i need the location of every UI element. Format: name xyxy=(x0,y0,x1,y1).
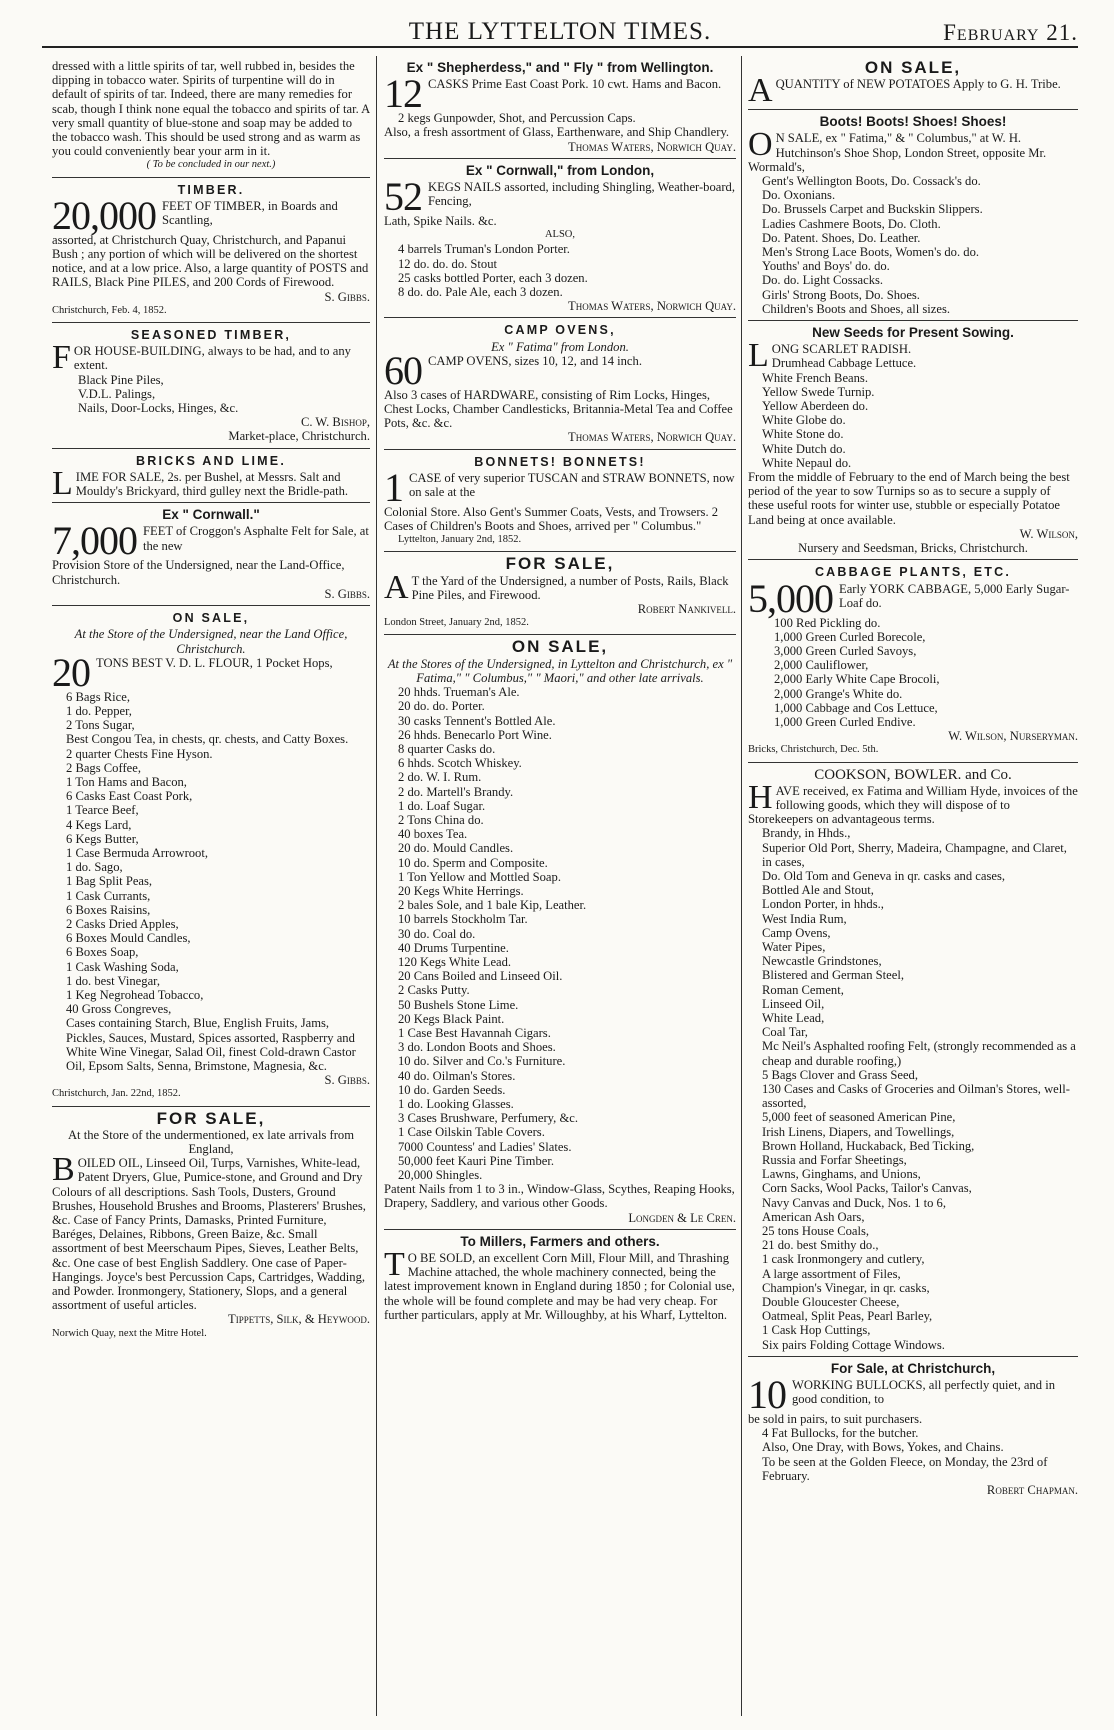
column-3 xyxy=(748,56,1078,1716)
ad-heading: Ex " Shepherdess," and " Fly " from Wellington. xyxy=(406,60,714,75)
list-item: 40 Gross Congreves, xyxy=(66,1002,172,1017)
list-item: London Porter, in hhds., xyxy=(762,897,884,912)
ad-heading: Ex " Cornwall." xyxy=(162,507,260,523)
list-item: 1 Keg Negrohead Tobacco, xyxy=(66,987,204,1002)
ad-lead: TONS BEST V. D. L. FLOUR, 1 Pocket Hops, xyxy=(96,655,333,670)
list-item: 20 Kegs White Herrings. xyxy=(398,883,524,898)
list-item: 20 Cans Boiled and Linseed Oil. xyxy=(398,969,563,984)
item-list xyxy=(748,616,1078,730)
list-item: 1 Case Best Havannah Cigars. xyxy=(398,1025,551,1040)
ad-line: Nails, Door-Locks, Hinges, &c. xyxy=(78,401,239,416)
list-item: 20 do. Mould Candles. xyxy=(398,841,514,856)
list-item: 1,000 Cabbage and Cos Lettuce, xyxy=(774,700,938,715)
ad-heading: ON SALE, xyxy=(172,611,250,626)
ad-line: 8 do. do. Pale Ale, each 3 dozen. xyxy=(398,285,563,300)
item-list xyxy=(748,826,1078,1352)
list-item: 30 casks Tennent's Bottled Ale. xyxy=(398,713,556,728)
list-item: 1 Cask Currants, xyxy=(66,888,151,903)
list-item: 1 do. Looking Glasses. xyxy=(398,1096,514,1111)
article-text: dressed with a little spirits of tar, well rubbed in, besides the dipping in tobacco water. Spirits of turpentine will do in default of spirits of tar. Indeed, there are many remedies for scab, though I think none equal the tobacco and spirits of tar. A very small quantity of blue-stone and soap may be added to the tobacco wash. This should be used strong and as warm as you could conveniently bear your arm in it. xyxy=(52,59,370,159)
list-item: 7000 Countess' and Ladies' Slates. xyxy=(398,1139,572,1154)
ad-heading: To Millers, Farmers and others. xyxy=(460,1233,660,1249)
list-item: 1 Bag Split Peas, xyxy=(66,874,153,889)
list-item: White Lead, xyxy=(762,1010,825,1025)
ad-heading: BONNETS! BONNETS! xyxy=(474,454,646,469)
ad-body: AVE received, ex Fatima and William Hyde, invoices of the following goods, which they will dispose of to Storekeepers on advantageous terms. xyxy=(748,783,1078,827)
list-item: 50 Bushels Stone Lime. xyxy=(398,997,519,1012)
ad-on-sale-stores xyxy=(384,635,736,1229)
ad-number: 10 xyxy=(748,1372,786,1418)
list-item: 25 tons House Coals, xyxy=(762,1224,870,1239)
ad-also: ALSO, xyxy=(544,229,576,241)
list-item: Irish Linens, Diapers, and Towellings, xyxy=(762,1124,955,1139)
list-item: Children's Boots and Shoes, all sizes. xyxy=(762,301,951,316)
list-item: 1 Case Oilskin Table Covers. xyxy=(398,1125,545,1140)
list-item: Do. Old Tom and Geneva in qr. casks and cases, xyxy=(762,868,1006,883)
ad-body: From the middle of February to the end of March being the best period of the year to sow Turnips so as to secure a supply of these useful roots for winter use, stubble or especially Potatoe Land being at once available. xyxy=(748,470,1070,527)
item-list xyxy=(748,174,1078,316)
list-item: Navy Canvas and Duck, Nos. 1 to 6, xyxy=(762,1195,946,1210)
list-item: 1 do. Pepper, xyxy=(66,703,132,718)
list-item: 6 Boxes Soap, xyxy=(66,945,139,960)
ad-number: 52 xyxy=(384,174,422,220)
list-item: Corn Sacks, Wool Packs, Tailor's Canvas, xyxy=(762,1181,972,1196)
list-item: 1 cask Ironmongery and cutlery, xyxy=(762,1252,925,1267)
ad-bonnets xyxy=(384,450,736,553)
ad-cornwall-nails xyxy=(384,159,736,319)
ad-heading: SEASONED TIMBER, xyxy=(130,328,292,343)
list-item: Do. Oxonians. xyxy=(762,188,836,203)
ad-millers xyxy=(384,1230,736,1326)
list-item: 21 do. best Smithy do., xyxy=(762,1238,879,1253)
list-item: Water Pipes, xyxy=(762,939,826,954)
ad-timber xyxy=(52,178,370,323)
list-item: Bottled Ale and Stout, xyxy=(762,883,874,898)
list-item: 1 Cask Hop Cuttings, xyxy=(762,1323,871,1338)
item-list xyxy=(384,685,736,1182)
list-item: 5,000 feet of seasoned American Pine, xyxy=(762,1110,956,1125)
list-item: 50,000 feet Kauri Pine Timber. xyxy=(398,1153,555,1168)
ad-heading: TIMBER. xyxy=(177,182,245,197)
ad-lead: CASKS Prime East Coast Pork. 10 cwt. Hams and Bacon. xyxy=(428,77,722,92)
list-item: 2 do. W. I. Rum. xyxy=(398,770,482,785)
list-item: Russia and Forfar Sheetings, xyxy=(762,1153,907,1168)
list-item: 1 Ton Hams and Bacon, xyxy=(66,774,187,789)
list-item: 1,000 Green Curled Borecole, xyxy=(774,629,926,644)
ad-heading: Ex " Cornwall," from London, xyxy=(465,162,655,178)
ad-number: 20,000 xyxy=(52,192,156,238)
ad-cabbage xyxy=(748,560,1078,762)
list-item: 6 Casks East Coast Pork, xyxy=(66,789,193,804)
article-note: ( To be concluded in our next.) xyxy=(146,159,276,171)
ad-camp-ovens xyxy=(384,318,736,449)
ad-address: Market-place, Christchurch. xyxy=(228,429,370,444)
list-item: Roman Cement, xyxy=(762,982,844,997)
ad-signature: Robert Chapman. xyxy=(986,1483,1078,1498)
list-item: White Nepaul do. xyxy=(762,455,852,470)
drop-cap: F xyxy=(52,339,71,377)
list-item: 2 do. Martell's Brandy. xyxy=(398,784,514,799)
ad-date: London Street, January 2nd, 1852. xyxy=(384,617,529,629)
masthead xyxy=(42,18,1078,48)
list-item: 1,000 Green Curled Endive. xyxy=(774,714,916,729)
list-item: Brown Holland, Huckaback, Bed Ticking, xyxy=(762,1138,975,1153)
list-item: 10 do. Garden Seeds. xyxy=(398,1082,506,1097)
list-item: 2 Bags Coffee, xyxy=(66,760,141,775)
ad-address: Norwich Quay, next the Mitre Hotel. xyxy=(52,1327,207,1339)
ad-heading: For Sale, at Christchurch, xyxy=(830,1360,996,1376)
ad-body: Colonial Store. Also Gent's Summer Coats, Vests, and Trowsers. 2 Cases of Children's Boots and Shoes, arrived per " Columbus." xyxy=(384,504,719,534)
item-list xyxy=(748,356,1078,470)
list-item: Brandy, in Hhds., xyxy=(762,826,851,841)
ad-address: Nursery and Seedsman, Bricks, Christchurch. xyxy=(798,541,1028,556)
drop-cap: H xyxy=(748,778,773,816)
list-item: Double Gloucester Cheese, xyxy=(762,1295,900,1310)
ad-date: Lyttelton, January 2nd, 1852. xyxy=(398,534,522,546)
list-item: West India Rum, xyxy=(762,911,847,926)
drop-cap: A xyxy=(748,72,773,110)
ad-seasoned-timber xyxy=(52,323,370,449)
ad-cookson xyxy=(748,763,1078,1357)
ad-number: 12 xyxy=(384,71,422,117)
ad-lead: KEGS NAILS assorted, including Shingling, Weather-board, Fencing, xyxy=(428,180,736,209)
ad-body: 2 kegs Gunpowder, Shot, and Percussion Caps. xyxy=(398,111,636,126)
ad-body: To be seen at the Golden Fleece, on Monday, the 23rd of February. xyxy=(762,1454,1048,1483)
list-item: Men's Strong Lace Boots, Women's do. do. xyxy=(762,245,980,260)
list-item: 40 boxes Tea. xyxy=(398,827,468,842)
ad-line: 12 do. do. do. Stout xyxy=(398,256,498,271)
column-2 xyxy=(384,56,736,1716)
list-item: Yellow Swede Turnip. xyxy=(762,384,875,399)
ad-subheading: At the Store of the Undersigned, near the Land Office, Christchurch. xyxy=(74,627,348,656)
list-item: 30 do. Coal do. xyxy=(398,926,476,941)
list-item: 2 Tons China do. xyxy=(398,812,484,827)
ad-body: Also, One Dray, with Bows, Yokes, and Chains. xyxy=(762,1440,1004,1455)
list-item: 1 Cask Washing Soda, xyxy=(66,959,179,974)
ad-signature: C. W. Bishop, xyxy=(300,415,370,430)
list-item: Best Congou Tea, in chests, qr. chests, and Catty Boxes. xyxy=(66,732,349,747)
list-item: White Stone do. xyxy=(762,427,844,442)
list-item: 8 quarter Casks do. xyxy=(398,741,496,756)
list-item: Yellow Aberdeen do. xyxy=(762,399,869,414)
ad-heading: ON SALE, xyxy=(511,637,609,657)
list-item: 40 do. Oilman's Stores. xyxy=(398,1068,516,1083)
ad-potatoes xyxy=(748,56,1078,110)
list-item: Gent's Wellington Boots, Do. Cossack's do. xyxy=(762,174,981,189)
list-item: Linseed Oil, xyxy=(762,996,825,1011)
ad-signature: Tippetts, Silk, & Heywood. xyxy=(228,1312,370,1327)
sheep-scab-article xyxy=(52,56,370,178)
ad-line: V.D.L. Palings, xyxy=(78,386,156,401)
ad-signature: W. Wilson, xyxy=(1019,526,1078,541)
list-item: Ladies Cashmere Boots, Do. Cloth. xyxy=(762,216,941,231)
drop-cap: L xyxy=(748,337,769,375)
list-item: Do. Patent. Shoes, Do. Leather. xyxy=(762,230,921,245)
list-item: 3,000 Green Curled Savoys, xyxy=(774,643,917,658)
list-item: 6 Kegs Butter, xyxy=(66,831,139,846)
list-item: 1 do. best Vinegar, xyxy=(66,973,160,988)
list-item: 6 Boxes Mould Candles, xyxy=(66,931,191,946)
list-item: 2 bales Sole, and 1 bale Kip, Leather. xyxy=(398,898,587,913)
ad-body: Cases containing Starch, Blue, English Fruits, Jams, Pickles, Sauces, Mustard, Spices assorted, Raspberry and White Wine Vinegar, Salad Oil, finest Cold-drawn Castor Oil, Epsom Salts, Senna, Brimstone, Magnesia, &c. xyxy=(66,1016,356,1073)
list-item: 6 Boxes Raisins, xyxy=(66,902,151,917)
list-item: White Globe do. xyxy=(762,413,846,428)
list-item: 20 Kegs Black Paint. xyxy=(398,1011,505,1026)
ad-on-sale-flour xyxy=(52,606,370,1107)
ad-for-sale-posts xyxy=(384,552,736,635)
list-item: Girls' Strong Boots, Do. Shoes. xyxy=(762,287,920,302)
ad-signature: Robert Nankivell. xyxy=(637,602,736,617)
list-item: 20 do. do. Porter. xyxy=(398,699,485,714)
list-item: 20 hhds. Trueman's Ale. xyxy=(398,685,520,700)
ad-lead: CAMP OVENS, sizes 10, 12, and 14 inch. xyxy=(428,353,642,368)
list-item: Six pairs Folding Cottage Windows. xyxy=(762,1337,945,1352)
ad-shepherdess xyxy=(384,56,736,159)
list-item: 26 hhds. Benecarlo Port Wine. xyxy=(398,727,552,742)
list-item: 3 Cases Brushware, Perfumery, &c. xyxy=(398,1111,578,1126)
list-item: 2,000 Grange's White do. xyxy=(774,686,903,701)
drop-cap: T xyxy=(384,1246,405,1284)
ad-body: be sold in pairs, to suit purchasers. xyxy=(748,1412,923,1427)
list-item: Coal Tar, xyxy=(762,1025,808,1040)
ad-signature: Thomas Waters, Norwich Quay. xyxy=(568,430,736,445)
list-item: Mc Neil's Asphalted roofing Felt, (strongly recommended as a cheap and durable roofing,) xyxy=(762,1039,1076,1068)
list-item: Oatmeal, Split Peas, Pearl Barley, xyxy=(762,1309,933,1324)
list-item: 10 barrels Stockholm Tar. xyxy=(398,912,528,927)
ad-lead: CASE of very superior TUSCAN and STRAW BONNETS, now on sale at the xyxy=(409,470,735,500)
ad-body: Lath, Spike Nails. &c. xyxy=(384,214,497,229)
ad-lead: FEET of Croggon's Asphalte Felt for Sale, at the new xyxy=(143,524,369,553)
ad-signature: S. Gibbs. xyxy=(324,1073,370,1088)
ad-body: 4 Fat Bullocks, for the butcher. xyxy=(762,1426,919,1441)
ad-heading: FOR SALE, xyxy=(156,1108,266,1128)
ad-number: 7,000 xyxy=(52,518,137,564)
ad-heading: BRICKS AND LIME. xyxy=(135,453,286,468)
ad-body: OILED OIL, Linseed Oil, Turps, Varnishes, White-lead, Patent Dryers, Glue, Pumice-stone, and Ground and Dry Colours of all descriptions. Sash Tools, Dusters, Ground Brushes, Household Brushes and Brooms, Plasterers' Brushes, &c. Case of Fancy Prints, Damasks, Printed Furniture, Baréges, Delaines, Ribbons, Green Baize, &c. Small assortment of best Meerschaum Pipes, Sieves, Leather Belts, &c. One case of best English Saddlery. One case of Paper-Hangings. Joyce's best Percussion Caps, Cartridges, Wadding, and Powder. Ironmongery, Stationery, Slops, and a general assortment of useful articles. xyxy=(52,1156,366,1313)
list-item: 2 Casks Dried Apples, xyxy=(66,916,179,931)
ad-number: 20 xyxy=(52,649,90,695)
list-item: 5 Bags Clover and Grass Seed, xyxy=(762,1067,918,1082)
list-item: 1 Tearce Beef, xyxy=(66,803,139,818)
list-item: 6 Bags Rice, xyxy=(66,689,131,704)
list-item: 130 Cases and Casks of Groceries and Oilman's Stores, well-assorted, xyxy=(762,1082,1070,1111)
drop-cap: O xyxy=(748,126,773,164)
ad-cornwall-felt xyxy=(52,503,370,606)
list-item: White French Beans. xyxy=(762,370,868,385)
list-item: 6 hhds. Scotch Whiskey. xyxy=(398,756,522,771)
list-item: 1 Ton Yellow and Mottled Soap. xyxy=(398,869,561,884)
ad-number: 5,000 xyxy=(748,575,833,621)
list-item: Blistered and German Steel, xyxy=(762,968,904,983)
ad-date: Christchurch, Feb. 4, 1852. xyxy=(52,304,167,316)
ad-date: Christchurch, Jan. 22nd, 1852. xyxy=(52,1088,181,1100)
ad-subheading: At the Stores of the Undersigned, in Lyttelton and Christchurch, ex " Fatima," " Columbus," " Maori," and other late arrivals. xyxy=(387,656,733,685)
list-item: Newcastle Grindstones, xyxy=(762,954,882,969)
ad-lead: Early YORK CABBAGE, 5,000 Early Sugar-Loaf do. xyxy=(839,581,1070,610)
ad-heading: ON SALE, xyxy=(864,58,962,77)
ad-heading: CAMP OVENS, xyxy=(504,323,616,338)
ad-boots xyxy=(748,110,1078,321)
list-item: Champion's Vinegar, in qr. casks, xyxy=(762,1280,930,1295)
ad-heading: New Seeds for Present Sowing. xyxy=(812,325,1014,341)
list-item: 20,000 Shingles. xyxy=(398,1168,483,1182)
item-list xyxy=(52,690,370,1017)
list-item: A large assortment of Files, xyxy=(762,1266,901,1281)
ad-body: assorted, at Christchurch Quay, Christchurch, and Papanui Bush ; any portion of which will be delivered on the shortest notice, and at a low price. Also, a large quantity of POSTS and RAILS, Black Pine PILES, and 200 Cords of Firewood. xyxy=(52,232,369,290)
list-item: 2 Casks Putty. xyxy=(398,983,470,998)
list-item: 10 do. Sperm and Composite. xyxy=(398,855,548,870)
ad-body: QUANTITY of NEW POTATOES Apply to G. H. Tribe. xyxy=(775,77,1061,92)
ad-body: Patent Nails from 1 to 3 in., Window-Glass, Scythes, Reaping Hooks, Drapery, Saddlery, and various other Goods. xyxy=(384,1182,735,1211)
ad-subheading: Ex " Fatima" from London. xyxy=(491,339,629,354)
ad-bricks-lime xyxy=(52,449,370,504)
ad-number: 1 xyxy=(384,464,403,510)
list-item: American Ash Oars, xyxy=(762,1209,865,1224)
ad-date: Bricks, Christchurch, Dec. 5th. xyxy=(748,744,879,756)
ad-body: O BE SOLD, an excellent Corn Mill, Flour Mill, and Thrashing Machine attached, the whole machinery connected, being the latest improvement known in England during 1850 ; for Colonial use, the whole will be found complete and may be had very cheap. For further particulars, apply at Mr. Willoughby, at his Wharf, Lyttelton. xyxy=(384,1251,735,1322)
ad-lead: WORKING BULLOCKS, all perfectly quiet, and in good condition, to xyxy=(792,1378,1056,1407)
ad-heading: FOR SALE, xyxy=(505,554,615,574)
ad-body: IME FOR SALE, 2s. per Bushel, at Messrs. Salt and Mouldy's Brickyard, third gulley next the Bridle-path. xyxy=(75,469,349,499)
list-item: Superior Old Port, Sherry, Madeira, Champagne, and Claret, in cases, xyxy=(762,840,1067,869)
list-item: 2,000 Early White Cape Brocoli, xyxy=(774,672,940,687)
ad-for-sale-oils xyxy=(52,1107,370,1345)
list-item: 2 Tons Sugar, xyxy=(66,718,135,733)
ad-lead: OR HOUSE-BUILDING, always to be had, and to any extent. xyxy=(73,344,351,373)
ad-heading: CABBAGE PLANTS, ETC. xyxy=(814,565,1012,580)
list-item: 1 do. Loaf Sugar. xyxy=(398,798,486,813)
list-item: 2 quarter Chests Fine Hyson. xyxy=(66,746,213,761)
ad-signature: W. Wilson, Nurseryman. xyxy=(948,729,1078,744)
ad-heading: COOKSON, BOWLER. and Co. xyxy=(814,766,1012,783)
list-item: 10 do. Silver and Co.'s Furniture. xyxy=(398,1054,566,1069)
ad-line: 4 barrels Truman's London Porter. xyxy=(398,242,570,257)
columns xyxy=(52,56,1078,1716)
list-item: Youths' and Boys' do. do. xyxy=(762,259,890,274)
list-item: Camp Ovens, xyxy=(762,925,831,940)
ad-signature: Thomas Waters, Norwich Quay. xyxy=(568,139,736,154)
ad-signature: S. Gibbs. xyxy=(324,289,370,304)
ad-subheading: At the Store of the undermentioned, ex late arrivals from England, xyxy=(67,1127,355,1156)
list-item: 100 Red Pickling do. xyxy=(774,615,881,630)
list-item: 4 Kegs Lard, xyxy=(66,817,132,832)
ad-body: Provision Store of the Undersigned, near the Land-Office, Christchurch. xyxy=(52,558,345,587)
list-item: 1 do. Sago, xyxy=(66,860,123,875)
ad-lead: FEET OF TIMBER, in Boards and Scantling, xyxy=(162,198,338,228)
ad-body: Also 3 cases of HARDWARE, consisting of Rim Locks, Hinges, Chest Locks, Chamber Candlesticks, Britannia-Metal Tea and Coffee Pots, &c. &c. xyxy=(384,387,733,431)
ad-body: Also, a fresh assortment of Glass, Earthenware, and Ship Chandlery. xyxy=(384,125,730,140)
newspaper-title: THE LYTTELTON TIMES. xyxy=(408,18,712,45)
list-item: 1 Case Bermuda Arrowroot, xyxy=(66,845,208,860)
ad-bullocks xyxy=(748,1357,1078,1501)
ad-seeds xyxy=(748,321,1078,560)
list-item: White Dutch do. xyxy=(762,441,846,456)
ad-signature: Thomas Waters, Norwich Quay. xyxy=(568,299,736,314)
ad-heading: Boots! Boots! Shoes! Shoes! xyxy=(819,114,1007,130)
drop-cap: A xyxy=(384,568,409,606)
list-item: Drumhead Cabbage Lettuce. xyxy=(771,356,917,371)
list-item: Do. Brussels Carpet and Buckskin Slippers. xyxy=(762,202,983,217)
list-item: 40 Drums Turpentine. xyxy=(398,940,509,955)
column-1 xyxy=(52,56,370,1716)
issue-date: February 21. xyxy=(943,20,1078,45)
ad-signature: S. Gibbs. xyxy=(324,586,370,601)
drop-cap: L xyxy=(52,464,73,502)
list-item: Do. do. Light Cossacks. xyxy=(762,273,884,288)
ad-line: 25 casks bottled Porter, each 3 dozen. xyxy=(398,270,588,285)
drop-cap: B xyxy=(52,1151,75,1189)
ad-signature: Longden & Le Cren. xyxy=(628,1210,736,1225)
ad-number: 60 xyxy=(384,347,422,393)
ad-lead: ONG SCARLET RADISH. xyxy=(771,342,912,357)
list-item: 120 Kegs White Lead. xyxy=(398,954,512,969)
ad-line: Black Pine Piles, xyxy=(78,372,164,387)
ad-body: N SALE, ex " Fatima," & " Columbus," at W. H. Hutchinson's Shoe Shop, London Street, opposite Mr. Wormald's, xyxy=(748,131,1047,174)
list-item: 2,000 Cauliflower, xyxy=(774,658,869,673)
ad-body: T the Yard of the Undersigned, a number of Posts, Rails, Black Pine Piles, and Firewood. xyxy=(411,573,729,602)
list-item: 3 do. London Boots and Shoes. xyxy=(398,1040,556,1055)
list-item: Lawns, Ginghams, and Unions, xyxy=(762,1167,921,1182)
